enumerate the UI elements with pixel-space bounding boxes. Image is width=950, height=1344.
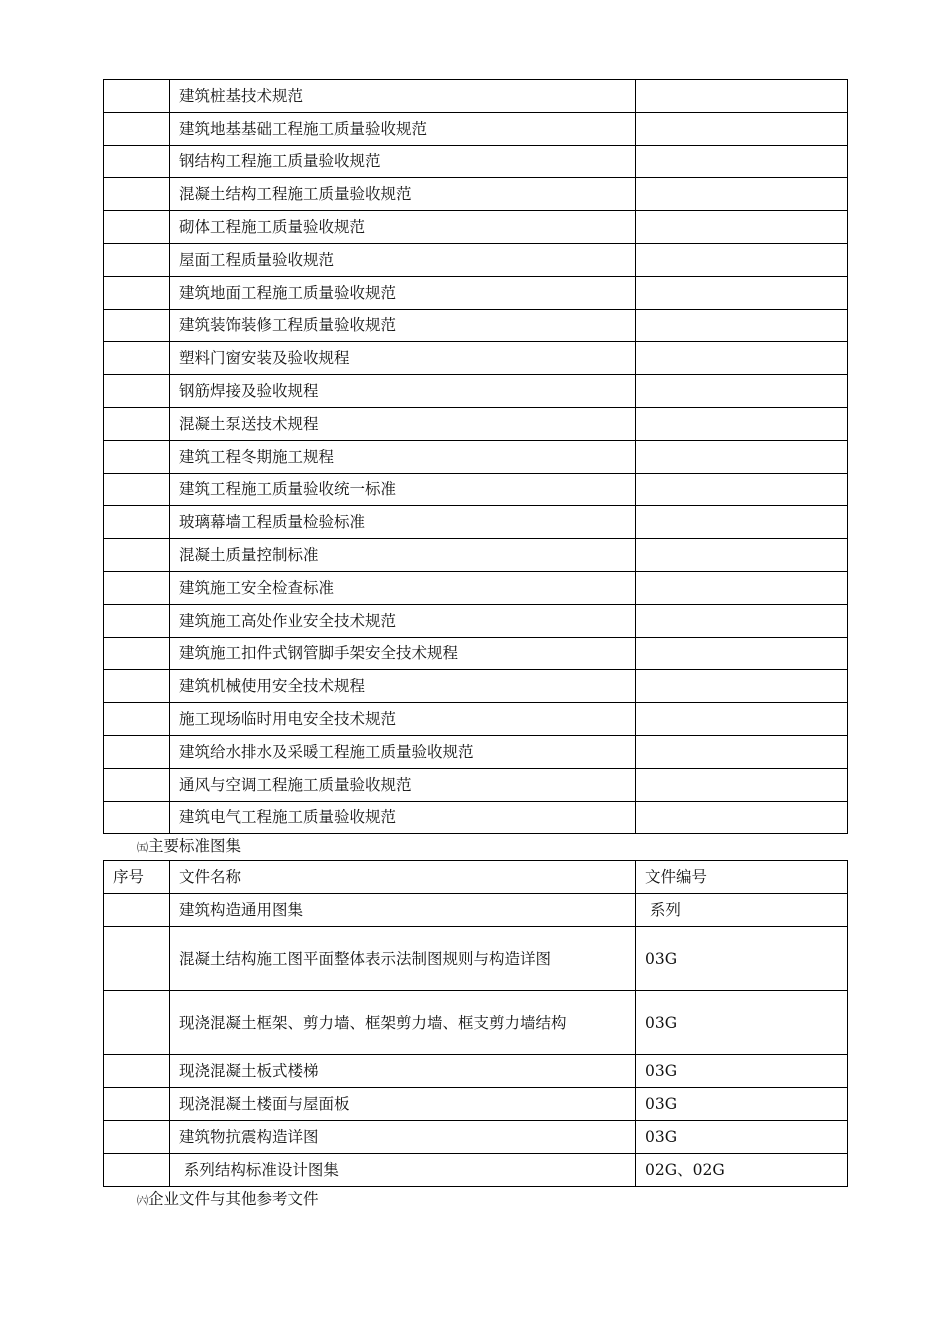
row-code: [636, 440, 848, 473]
atlas-table: [103, 860, 848, 1187]
row-no: [104, 342, 170, 375]
row-no: [104, 735, 170, 768]
row-name: 混凝土结构工程施工质量验收规范: [170, 178, 636, 211]
section-6-number: ㈥: [137, 1194, 148, 1207]
row-code: [636, 243, 848, 276]
row-code: [636, 604, 848, 637]
row-name: 建筑施工扣件式钢管脚手架安全技术规程: [170, 637, 636, 670]
row-name: 建筑构造通用图集: [170, 894, 636, 927]
row-code: [636, 768, 848, 801]
row-no: [104, 927, 170, 991]
specs-table: [103, 79, 848, 834]
row-no: [104, 604, 170, 637]
table-row: [104, 670, 848, 703]
table-row: [104, 1055, 848, 1088]
table-row: [104, 145, 848, 178]
table-row: [104, 604, 848, 637]
row-no: [104, 1154, 170, 1187]
table-row: [104, 1154, 848, 1187]
row-no: [104, 407, 170, 440]
table-row: [104, 80, 848, 113]
table-row: [104, 1088, 848, 1121]
row-no: [104, 80, 170, 113]
table-row: [104, 243, 848, 276]
header-no: 序号: [104, 861, 170, 894]
row-code: [636, 80, 848, 113]
row-name: 建筑机械使用安全技术规程: [170, 670, 636, 703]
row-code: [636, 703, 848, 736]
row-name: 建筑桩基技术规范: [170, 80, 636, 113]
table-row: [104, 112, 848, 145]
row-no: [104, 801, 170, 834]
table-row: [104, 801, 848, 834]
row-name: 通风与空调工程施工质量验收规范: [170, 768, 636, 801]
table-row: [104, 703, 848, 736]
table-row: [104, 473, 848, 506]
table-row: [104, 539, 848, 572]
row-name: 混凝土结构施工图平面整体表示法制图规则与构造详图: [170, 927, 636, 991]
row-code: [636, 145, 848, 178]
atlas-table-body: [104, 861, 848, 1187]
row-code: 系列: [636, 894, 848, 927]
section-6-title: 企业文件与其他参考文件: [148, 1190, 319, 1208]
row-code: 03G: [636, 991, 848, 1055]
header-code: 文件编号: [636, 861, 848, 894]
row-no: [104, 112, 170, 145]
row-code: [636, 571, 848, 604]
row-code: 03G: [636, 927, 848, 991]
row-no: [104, 991, 170, 1055]
row-name: 混凝土质量控制标准: [170, 539, 636, 572]
row-no: [104, 276, 170, 309]
table-row: [104, 927, 848, 991]
row-name: 建筑工程施工质量验收统一标准: [170, 473, 636, 506]
row-code: [636, 539, 848, 572]
row-name: 系列结构标准设计图集: [170, 1154, 636, 1187]
row-no: [104, 637, 170, 670]
row-no: [104, 211, 170, 244]
row-no: [104, 703, 170, 736]
row-name: 现浇混凝土板式楼梯: [170, 1055, 636, 1088]
row-code: [636, 637, 848, 670]
row-name: 建筑物抗震构造详图: [170, 1121, 636, 1154]
table-row: [104, 571, 848, 604]
row-code: [636, 276, 848, 309]
row-code: [636, 112, 848, 145]
row-name: 建筑给水排水及采暖工程施工质量验收规范: [170, 735, 636, 768]
row-name: 钢筋焊接及验收规程: [170, 375, 636, 408]
row-code: [636, 801, 848, 834]
row-code: [636, 211, 848, 244]
table-row: [104, 440, 848, 473]
row-name: 建筑地面工程施工质量验收规范: [170, 276, 636, 309]
specs-table-body: [104, 80, 848, 834]
row-code: [636, 309, 848, 342]
row-no: [104, 1088, 170, 1121]
row-no: [104, 506, 170, 539]
row-name: 钢结构工程施工质量验收规范: [170, 145, 636, 178]
row-no: [104, 375, 170, 408]
table-row: [104, 1121, 848, 1154]
row-name: 建筑电气工程施工质量验收规范: [170, 801, 636, 834]
row-no: [104, 309, 170, 342]
row-code: 02G、02G: [636, 1154, 848, 1187]
header-name: 文件名称: [170, 861, 636, 894]
row-no: [104, 178, 170, 211]
table-row: [104, 735, 848, 768]
row-name: 屋面工程质量验收规范: [170, 243, 636, 276]
table-row: [104, 342, 848, 375]
row-no: [104, 440, 170, 473]
row-no: [104, 539, 170, 572]
row-no: [104, 894, 170, 927]
table-row: [104, 407, 848, 440]
table-row: [104, 211, 848, 244]
row-name: 玻璃幕墙工程质量检验标准: [170, 506, 636, 539]
section-5-number: ㈤: [137, 841, 148, 854]
row-name: 现浇混凝土楼面与屋面板: [170, 1088, 636, 1121]
row-name: 砌体工程施工质量验收规范: [170, 211, 636, 244]
row-no: [104, 571, 170, 604]
section-6-heading: [137, 1189, 319, 1211]
row-name: 建筑施工高处作业安全技术规范: [170, 604, 636, 637]
table-row: [104, 178, 848, 211]
row-no: [104, 768, 170, 801]
table-row: [104, 637, 848, 670]
table-row: [104, 991, 848, 1055]
row-no: [104, 243, 170, 276]
row-name: 施工现场临时用电安全技术规范: [170, 703, 636, 736]
row-code: [636, 178, 848, 211]
table-row: [104, 309, 848, 342]
row-code: 03G: [636, 1055, 848, 1088]
table-row: [104, 276, 848, 309]
table-row: [104, 768, 848, 801]
row-name: 建筑地基基础工程施工质量验收规范: [170, 112, 636, 145]
row-no: [104, 473, 170, 506]
row-name: 建筑施工安全检查标准: [170, 571, 636, 604]
row-no: [104, 1055, 170, 1088]
table-row: [104, 506, 848, 539]
row-code: 03G: [636, 1121, 848, 1154]
section-5-heading: [137, 836, 241, 858]
row-name: 建筑工程冬期施工规程: [170, 440, 636, 473]
row-no: [104, 145, 170, 178]
table-row: [104, 375, 848, 408]
row-name: 塑料门窗安装及验收规程: [170, 342, 636, 375]
row-name: 现浇混凝土框架、剪力墙、框架剪力墙、框支剪力墙结构: [170, 991, 636, 1055]
atlas-header-row: [104, 861, 848, 894]
row-code: 03G: [636, 1088, 848, 1121]
row-no: [104, 1121, 170, 1154]
row-code: [636, 735, 848, 768]
row-name: 混凝土泵送技术规程: [170, 407, 636, 440]
row-no: [104, 670, 170, 703]
row-code: [636, 506, 848, 539]
section-5-title: 主要标准图集: [148, 837, 242, 855]
row-name: 建筑装饰装修工程质量验收规范: [170, 309, 636, 342]
table-row: [104, 894, 848, 927]
row-code: [636, 670, 848, 703]
row-code: [636, 375, 848, 408]
row-code: [636, 407, 848, 440]
row-code: [636, 342, 848, 375]
row-code: [636, 473, 848, 506]
